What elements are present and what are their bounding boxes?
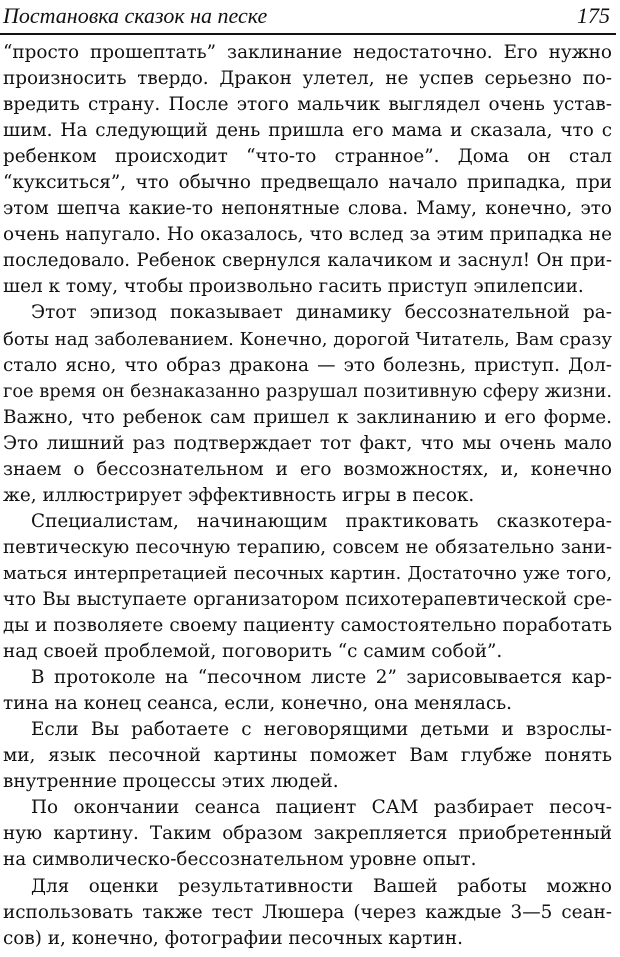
text-line: гое время он безнаказанно разрушал позитивную сферу жизни. (3, 380, 612, 402)
text-line: этом шепча какие-то непонятные слова. Маму, конечно, это (3, 198, 612, 220)
page-number: 175 (577, 3, 610, 28)
text-line: шим. На следующий день пришла его мама и сказала, что с (3, 120, 612, 142)
text-line: “просто прошептать” заклинание недостаточно. Его нужно (3, 42, 612, 63)
text-line: ребенком происходит “что-то странное”. Дома он стал (3, 146, 612, 168)
paragraph (3, 717, 612, 795)
body-text (3, 40, 612, 952)
text-line: вредить страну. После этого мальчик выглядел очень устав- (3, 94, 612, 116)
paragraph (3, 300, 612, 508)
text-line: Если Вы работаете с неговорящими детьми и взрослы- (31, 719, 612, 741)
text-line: Важно, что ребенок сам пришел к заклинанию и его форме. (3, 406, 612, 428)
text-line: последовало. Ребенок свернулся калачиком и заснул! Он при- (3, 250, 612, 272)
text-line: произносить твердо. Дракон улетел, не успев серьезно по- (3, 68, 612, 90)
text-line: В протоколе на “песочном листе 2” зарисовывается кар- (31, 667, 612, 689)
paragraph (3, 40, 612, 300)
text-line: тина на конец сеанса, если, конечно, она менялась. (3, 693, 513, 715)
text-line: певтическую песочную терапию, совсем не обязательно зани- (3, 536, 612, 558)
running-header (3, 2, 610, 32)
header-rule (0, 33, 616, 35)
text-line: ды и позволяете своему пациенту самостоятельно поработать (3, 615, 612, 637)
text-line: знаем о бессознательном и его возможностях, и, конечно (3, 458, 612, 480)
text-line: очень напугало. Но оказалось, что вслед за этим припадка не (3, 224, 612, 246)
text-line: По окончании сеанса пациент САМ разбирает песоч- (31, 797, 612, 819)
paragraph (3, 665, 612, 717)
text-line: ную картину. Таким образом закрепляется приобретенный (3, 823, 612, 845)
paragraph (3, 874, 612, 952)
text-line: сов) и, конечно, фотографии песочных картин. (3, 927, 463, 949)
text-line: Это лишний раз подтверждает тот факт, что мы очень мало (3, 432, 612, 454)
text-line: Специалистам, начинающим практиковать сказкотера- (31, 510, 612, 532)
text-line: “кукситься”, что обычно предвещало начало припадка, при (3, 172, 612, 194)
text-line: Этот эпизод показывает динамику бессознательной ра- (31, 302, 612, 324)
text-line: что Вы выступаете организатором психотерапевтической сре- (3, 588, 612, 610)
running-header-title: Постановка сказок на песке (3, 3, 268, 28)
text-line: боты над заболеванием. Конечно, дорогой Читатель, Вам сразу (3, 328, 612, 350)
text-line: на символическо-бессознательном уровне опыт. (3, 849, 477, 871)
text-line: же, иллюстрирует эффективность игры в песок. (3, 484, 475, 506)
text-line: стало ясно, что образ дракона — это болезнь, приступ. Дол- (3, 354, 612, 376)
text-line: над своей проблемой, поговорить “с самим собой”. (3, 641, 503, 663)
text-line: шел к тому, чтобы произвольно гасить приступ эпилепсии. (3, 276, 584, 298)
text-line: Для оценки результативности Вашей работы можно (31, 875, 612, 897)
text-line: маться интерпретацией песочных картин. Достаточно уже того, (3, 563, 612, 584)
text-line: ми, язык песочной картины поможет Вам глубже понять (3, 745, 612, 767)
text-line: внутренние процессы этих людей. (3, 771, 339, 793)
paragraph (3, 795, 612, 873)
paragraph (3, 509, 612, 665)
text-line: использовать также тест Люшера (через каждые 3—5 сеан- (3, 901, 612, 923)
